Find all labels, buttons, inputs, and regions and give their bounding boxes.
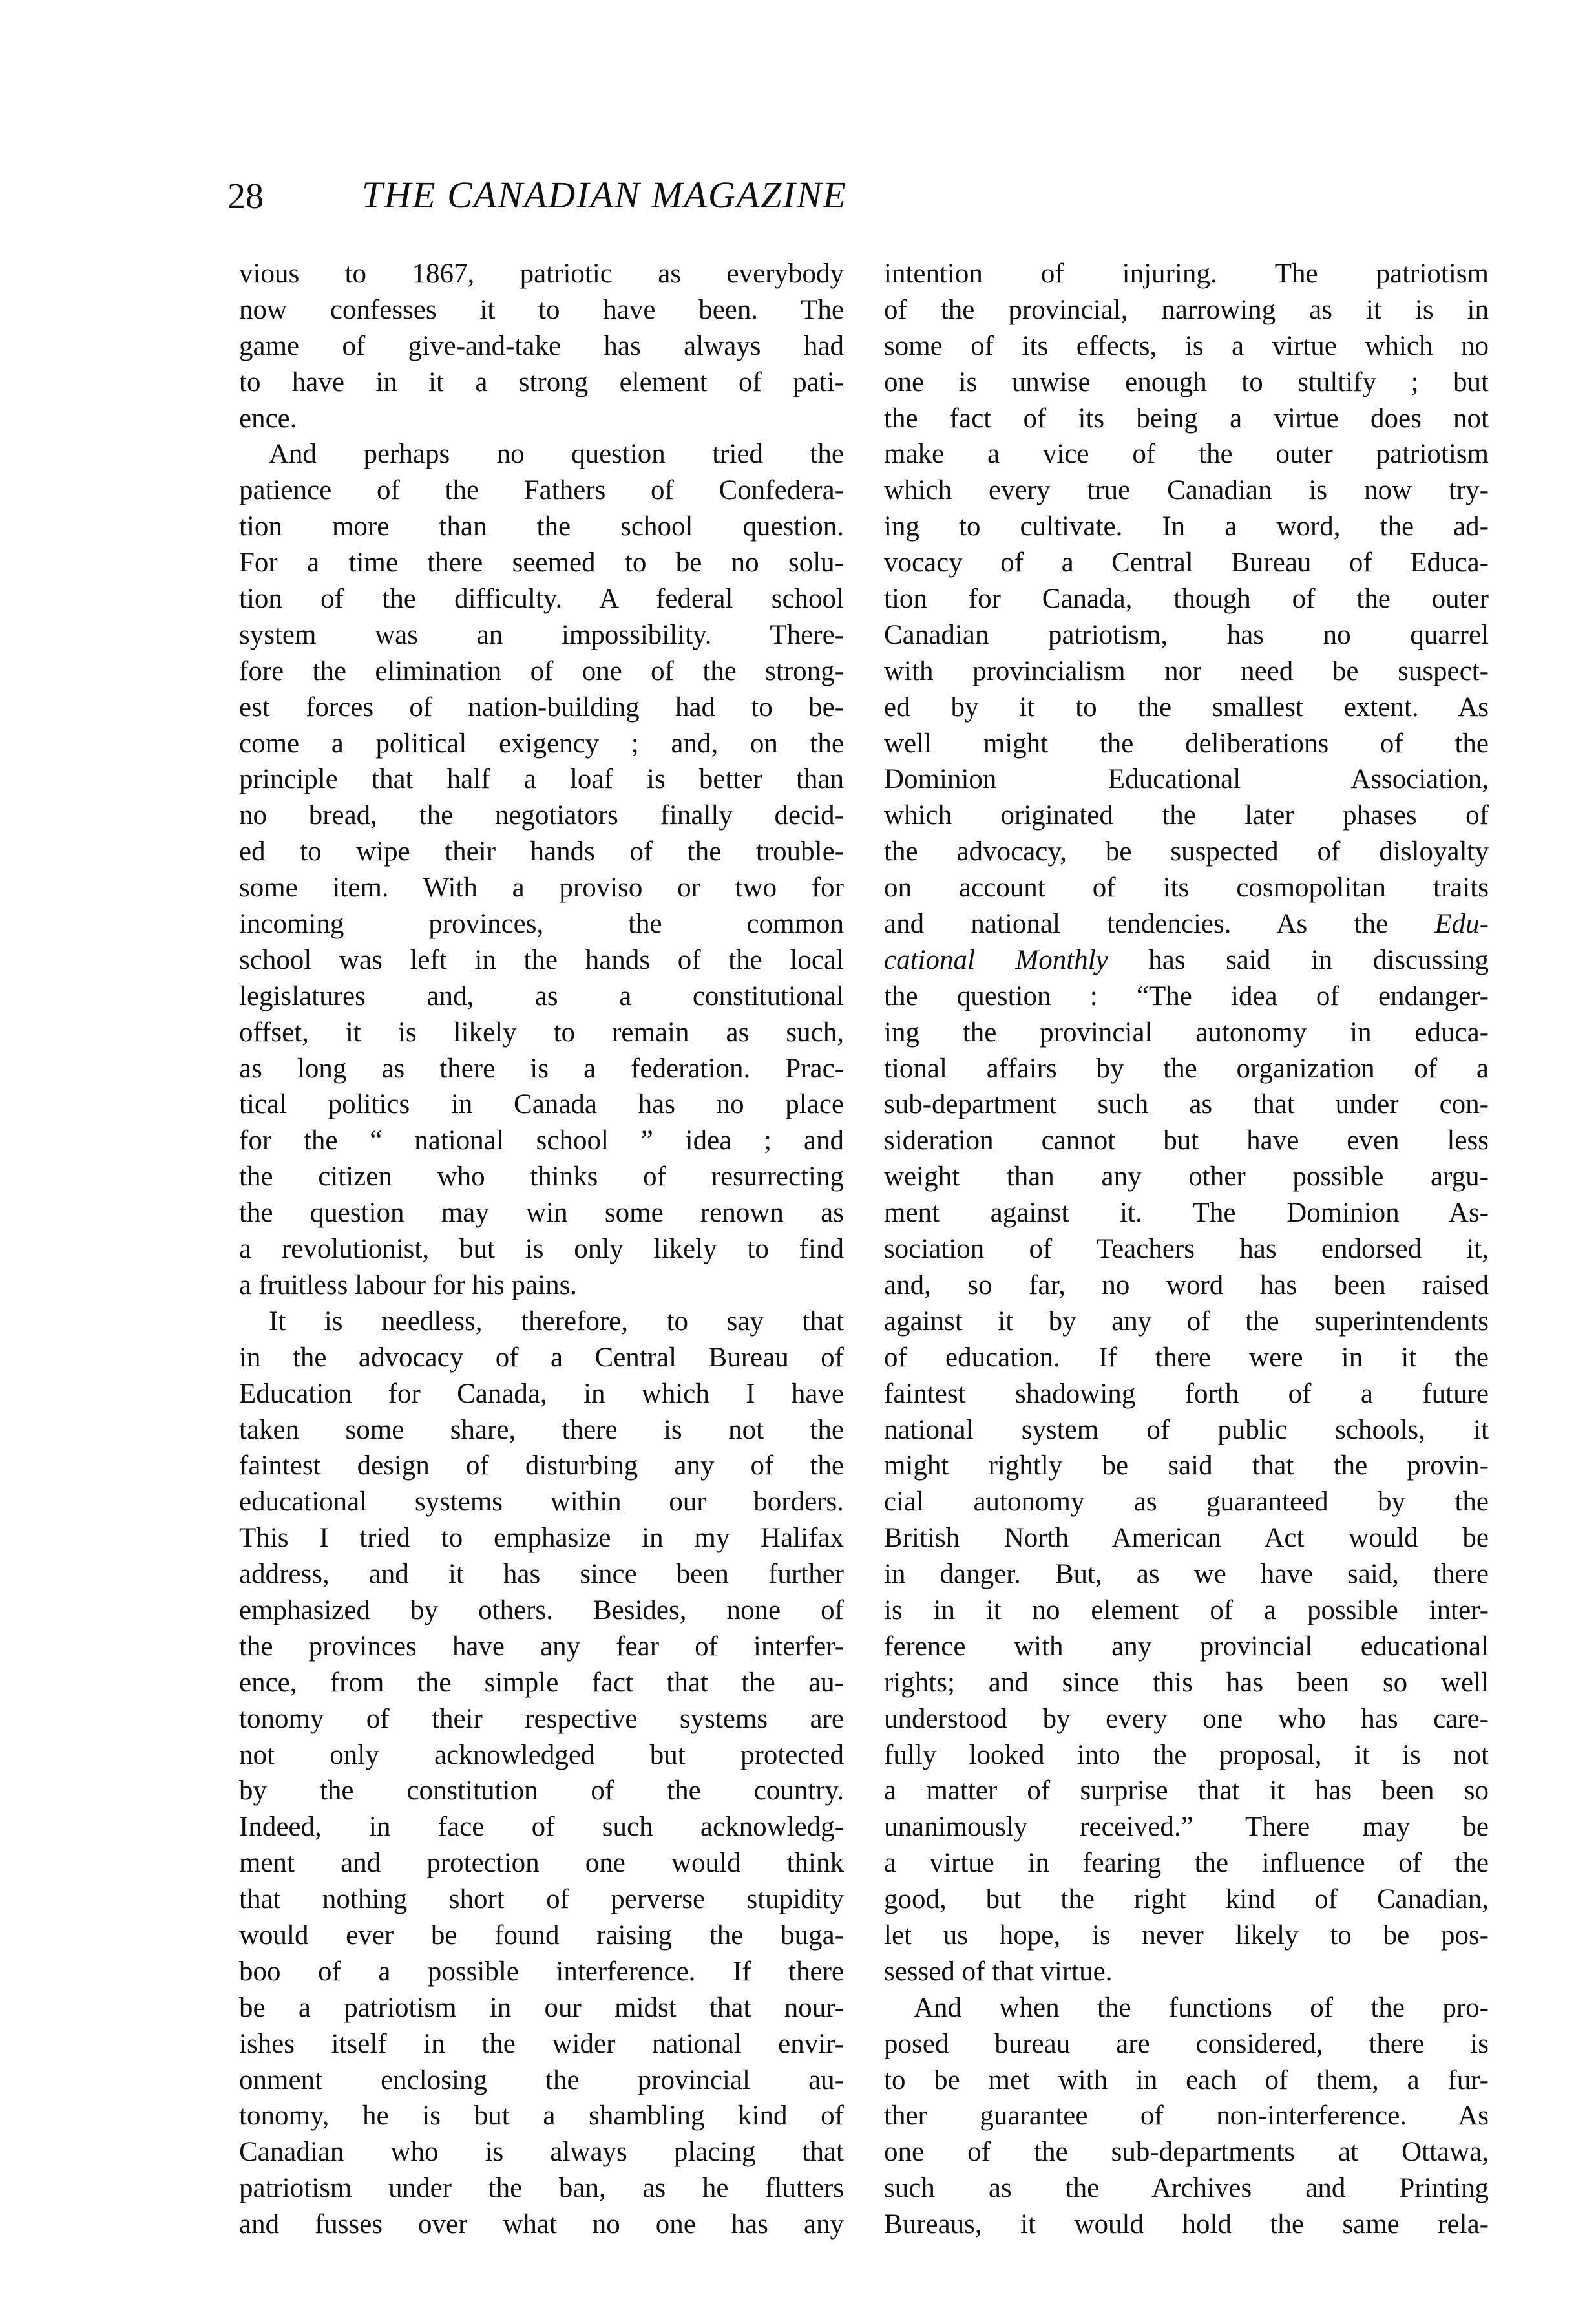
line-text: that nothing short of perverse stupidity xyxy=(239,1884,844,1915)
text-line xyxy=(884,1376,1489,1412)
line-text: ishes itself in the wider national envir- xyxy=(239,2028,844,2059)
line-text: emphasized by others. Besides, none of xyxy=(239,1594,844,1625)
text-line xyxy=(239,292,844,328)
line-text: be a patriotism in our midst that nour- xyxy=(239,1992,844,2023)
line-text: has said in discussing xyxy=(1108,944,1489,975)
text-line xyxy=(884,2062,1489,2099)
text-line xyxy=(884,1051,1489,1087)
line-text: to have in it a strong element of pati- xyxy=(239,366,844,397)
line-text: Dominion Educational Association, xyxy=(884,764,1489,795)
line-text: tion of the difficulty. A federal school xyxy=(239,584,844,615)
line-text: by the constitution of the country. xyxy=(239,1775,844,1806)
text-line xyxy=(884,726,1489,762)
line-text: weight than any other possible argu- xyxy=(884,1161,1489,1192)
line-text: understood by every one who has care- xyxy=(884,1703,1489,1734)
running-title: THE CANADIAN MAGAZINE xyxy=(362,174,847,216)
text-line xyxy=(884,1484,1489,1520)
line-text: a matter of surprise that it has been so xyxy=(884,1775,1489,1806)
line-text: system was an impossibility. There- xyxy=(239,619,844,650)
text-line xyxy=(239,328,844,365)
line-text: patience of the Fathers of Confedera- xyxy=(239,475,844,506)
text-line xyxy=(239,1665,844,1701)
text-line xyxy=(239,1954,844,1990)
line-text: national system of public schools, it xyxy=(884,1414,1489,1445)
text-line xyxy=(884,1304,1489,1340)
line-text: well might the deliberations of the xyxy=(884,728,1489,759)
text-line xyxy=(884,1195,1489,1231)
line-text: For a time there seemed to be no solu- xyxy=(239,547,844,578)
line-text: of education. If there were in it the xyxy=(884,1342,1489,1373)
line-text: ence. xyxy=(239,403,297,434)
line-text: of the provincial, narrowing as it is in xyxy=(884,294,1489,325)
text-line xyxy=(884,545,1489,581)
line-text: ing to cultivate. In a word, the ad- xyxy=(884,511,1489,542)
line-text: and fusses over what no one has any xyxy=(239,2209,844,2240)
line-text: on account of its cosmopolitan traits xyxy=(884,873,1489,904)
text-line xyxy=(239,2098,844,2134)
text-line xyxy=(884,1629,1489,1665)
text-line xyxy=(884,2098,1489,2134)
text-line xyxy=(239,870,844,906)
line-text: And perhaps no question tried the xyxy=(269,439,844,470)
line-text: fully looked into the proposal, it is not xyxy=(884,1739,1489,1770)
line-text: and national tendencies. As the xyxy=(884,909,1435,940)
line-text: some item. With a proviso or two for xyxy=(239,873,844,904)
text-line xyxy=(239,1015,844,1051)
text-line xyxy=(239,979,844,1015)
text-column-right xyxy=(884,256,1489,2243)
line-text: the advocacy, be suspected of disloyalty xyxy=(884,836,1489,867)
line-text: fore the elimination of one of the strong- xyxy=(239,655,844,686)
line-text: vocacy of a Central Bureau of Educa- xyxy=(884,547,1489,578)
line-text: ment and protection one would think xyxy=(239,1848,844,1879)
text-line xyxy=(884,1665,1489,1701)
text-line xyxy=(239,1737,844,1774)
text-line xyxy=(884,653,1489,690)
text-line xyxy=(239,1845,844,1881)
line-text: British North American Act would be xyxy=(884,1523,1489,1554)
line-text: the citizen who thinks of resurrecting xyxy=(239,1161,844,1192)
line-text: with provincialism nor need be suspect- xyxy=(884,655,1489,686)
line-text: and, so far, no word has been raised xyxy=(884,1269,1489,1300)
text-line xyxy=(239,436,844,472)
text-line xyxy=(239,1448,844,1484)
line-text: patriotism under the ban, as he flutters xyxy=(239,2173,844,2204)
text-line xyxy=(884,1809,1489,1845)
line-text: Canadian who is always placing that xyxy=(239,2137,844,2168)
line-text: might rightly be said that the provin- xyxy=(884,1450,1489,1481)
text-line xyxy=(884,870,1489,906)
text-line xyxy=(884,2026,1489,2062)
text-line xyxy=(884,1918,1489,1954)
line-text: It is needless, therefore, to say that xyxy=(269,1306,844,1337)
italic-text: cational Monthly xyxy=(884,944,1108,975)
line-text: ference with any provincial educational xyxy=(884,1631,1489,1662)
line-text: is in it no element of a possible inter- xyxy=(884,1594,1489,1625)
text-line xyxy=(239,1593,844,1629)
text-line xyxy=(239,1520,844,1556)
line-text: incoming provinces, the common xyxy=(239,909,844,940)
line-text: against it by any of the superintendents xyxy=(884,1306,1489,1337)
line-text: tonomy of their respective systems are xyxy=(239,1703,844,1734)
line-text: legislatures and, as a constitutional xyxy=(239,980,844,1011)
line-text: sociation of Teachers has endorsed it, xyxy=(884,1234,1489,1265)
text-line xyxy=(884,1556,1489,1593)
line-text: a virtue in fearing the influence of the xyxy=(884,1848,1489,1879)
text-line xyxy=(239,1773,844,1809)
line-text: offset, it is likely to remain as such, xyxy=(239,1017,844,1048)
text-line xyxy=(884,1737,1489,1774)
text-line xyxy=(239,726,844,762)
line-text: would ever be found raising the buga- xyxy=(239,1920,844,1951)
text-line xyxy=(884,1845,1489,1881)
text-line xyxy=(239,1159,844,1195)
text-line xyxy=(884,365,1489,401)
text-line xyxy=(239,2207,844,2243)
text-line xyxy=(239,1267,844,1304)
line-text: the question may win some renown as xyxy=(239,1198,844,1229)
line-text: educational systems within our borders. xyxy=(239,1487,844,1518)
text-line xyxy=(239,1918,844,1954)
line-text: faintest shadowing forth of a future xyxy=(884,1378,1489,1409)
text-line xyxy=(239,1629,844,1665)
text-line xyxy=(239,1086,844,1123)
text-line xyxy=(884,1086,1489,1123)
text-line xyxy=(239,1304,844,1340)
text-line xyxy=(239,1484,844,1520)
line-text: ment against it. The Dominion As- xyxy=(884,1198,1489,1229)
line-text: onment enclosing the provincial au- xyxy=(239,2064,844,2095)
line-text: not only acknowledged but protected xyxy=(239,1739,844,1770)
text-line xyxy=(884,2170,1489,2207)
line-text: Education for Canada, in which I have xyxy=(239,1378,844,1409)
text-line xyxy=(239,1195,844,1231)
text-line xyxy=(239,1412,844,1448)
text-line xyxy=(884,1990,1489,2026)
text-line xyxy=(239,2170,844,2207)
text-line xyxy=(884,1701,1489,1737)
line-text: which every true Canadian is now try- xyxy=(884,475,1489,506)
text-line xyxy=(239,617,844,653)
line-text: sideration cannot but have even less xyxy=(884,1125,1489,1156)
text-line xyxy=(884,256,1489,292)
line-text: in the advocacy of a Central Bureau of xyxy=(239,1342,844,1373)
text-line xyxy=(239,401,844,437)
line-text: tional affairs by the organization of a xyxy=(884,1053,1489,1084)
text-line xyxy=(884,472,1489,509)
line-text: such as the Archives and Printing xyxy=(884,2173,1489,2204)
line-text: est forces of nation-building had to be- xyxy=(239,692,844,723)
line-text: ing the provincial autonomy in educa- xyxy=(884,1017,1489,1048)
line-text: the provinces have any fear of interfer- xyxy=(239,1631,844,1662)
line-text: make a vice of the outer patriotism xyxy=(884,439,1489,470)
text-line xyxy=(239,690,844,726)
text-line xyxy=(884,328,1489,365)
line-text: ence, from the simple fact that the au- xyxy=(239,1667,844,1698)
text-line xyxy=(884,1520,1489,1556)
line-text: to be met with in each of them, a fur- xyxy=(884,2064,1489,2095)
line-text: sessed of that virtue. xyxy=(884,1956,1113,1987)
text-line xyxy=(884,834,1489,870)
text-line xyxy=(884,436,1489,472)
line-text: school was left in the hands of the local xyxy=(239,944,844,975)
line-text: intention of injuring. The patriotism xyxy=(884,259,1489,289)
text-line xyxy=(239,761,844,798)
text-line xyxy=(239,545,844,581)
text-line xyxy=(239,1231,844,1267)
line-text: sub-department such as that under con- xyxy=(884,1089,1489,1120)
text-line xyxy=(239,2026,844,2062)
text-line xyxy=(884,1593,1489,1629)
text-line xyxy=(239,653,844,690)
text-line xyxy=(884,906,1489,942)
page-number: 28 xyxy=(227,176,264,217)
text-line xyxy=(239,2062,844,2099)
line-text: And when the functions of the pro- xyxy=(914,1992,1489,2023)
text-line xyxy=(239,1123,844,1159)
text-line xyxy=(884,761,1489,798)
text-line xyxy=(884,942,1489,979)
line-text: vious to 1867, patriotic as everybody xyxy=(239,259,844,289)
line-text: posed bureau are considered, there is xyxy=(884,2028,1489,2059)
line-text: Canadian patriotism, has no quarrel xyxy=(884,619,1489,650)
text-line xyxy=(884,581,1489,617)
text-line xyxy=(239,942,844,979)
text-line xyxy=(884,798,1489,834)
text-line xyxy=(239,1340,844,1376)
line-text: no bread, the negotiators finally decid- xyxy=(239,800,844,831)
text-line xyxy=(239,834,844,870)
text-line xyxy=(239,1051,844,1087)
text-line xyxy=(884,979,1489,1015)
line-text: tion more than the school question. xyxy=(239,511,844,542)
line-text: in danger. But, as we have said, there xyxy=(884,1559,1489,1590)
line-text: tical politics in Canada has no place xyxy=(239,1089,844,1120)
line-text: ther guarantee of non-interference. As xyxy=(884,2101,1489,2132)
line-text: come a political exigency ; and, on the xyxy=(239,728,844,759)
line-text: unanimously received.” There may be xyxy=(884,1812,1489,1843)
line-text: This I tried to emphasize in my Halifax xyxy=(239,1523,844,1554)
text-line xyxy=(239,256,844,292)
line-text: ed to wipe their hands of the trouble- xyxy=(239,836,844,867)
text-line xyxy=(239,798,844,834)
text-line xyxy=(884,2134,1489,2170)
line-text: which originated the later phases of xyxy=(884,800,1489,831)
line-text: the question : “The idea of endanger- xyxy=(884,980,1489,1011)
text-line xyxy=(884,1267,1489,1304)
line-text: address, and it has since been further xyxy=(239,1559,844,1590)
text-line xyxy=(884,1448,1489,1484)
line-text: the fact of its being a virtue does not xyxy=(884,403,1489,434)
text-line xyxy=(239,365,844,401)
line-text: one is unwise enough to stultify ; but xyxy=(884,366,1489,397)
text-line xyxy=(884,617,1489,653)
text-line xyxy=(239,1881,844,1918)
text-line xyxy=(884,1231,1489,1267)
line-text: for the “ national school ” idea ; and xyxy=(239,1125,844,1156)
text-column-left xyxy=(239,256,844,2243)
line-text: good, but the right kind of Canadian, xyxy=(884,1884,1489,1915)
text-line xyxy=(239,509,844,545)
text-line xyxy=(884,1412,1489,1448)
text-line xyxy=(884,1881,1489,1918)
line-text: rights; and since this has been so well xyxy=(884,1667,1489,1698)
line-text: faintest design of disturbing any of the xyxy=(239,1450,844,1481)
line-text: Indeed, in face of such acknowledg- xyxy=(239,1812,844,1843)
text-line xyxy=(239,1990,844,2026)
line-text: one of the sub-departments at Ottawa, xyxy=(884,2137,1489,2168)
line-text: as long as there is a federation. Prac- xyxy=(239,1053,844,1084)
text-line xyxy=(239,581,844,617)
text-line xyxy=(884,1773,1489,1809)
line-text: boo of a possible interference. If there xyxy=(239,1956,844,1987)
text-line xyxy=(884,1954,1489,1990)
italic-text: Edu- xyxy=(1434,909,1489,940)
line-text: a fruitless labour for his pains. xyxy=(239,1269,578,1300)
line-text: let us hope, is never likely to be pos- xyxy=(884,1920,1489,1951)
text-line xyxy=(884,292,1489,328)
line-text: principle that half a loaf is better than xyxy=(239,764,844,795)
line-text: cial autonomy as guaranteed by the xyxy=(884,1487,1489,1518)
text-line xyxy=(239,1556,844,1593)
line-text: a revolutionist, but is only likely to find xyxy=(239,1234,844,1265)
line-text: game of give-and-take has always had xyxy=(239,330,844,361)
text-line xyxy=(884,1159,1489,1195)
line-text: ed by it to the smallest extent. As xyxy=(884,692,1489,723)
text-line xyxy=(884,690,1489,726)
text-line xyxy=(239,472,844,509)
text-line xyxy=(884,509,1489,545)
text-line xyxy=(239,1809,844,1845)
line-text: Bureaus, it would hold the same rela- xyxy=(884,2209,1489,2240)
text-line xyxy=(239,906,844,942)
text-line xyxy=(884,1340,1489,1376)
line-text: taken some share, there is not the xyxy=(239,1414,844,1445)
text-line xyxy=(884,2207,1489,2243)
text-line xyxy=(884,401,1489,437)
text-line xyxy=(239,2134,844,2170)
line-text: tonomy, he is but a shambling kind of xyxy=(239,2101,844,2132)
text-line xyxy=(239,1376,844,1412)
text-line xyxy=(884,1015,1489,1051)
line-text: now confesses it to have been. The xyxy=(239,294,844,325)
line-text: some of its effects, is a virtue which no xyxy=(884,330,1489,361)
text-line xyxy=(239,1701,844,1737)
text-line xyxy=(884,1123,1489,1159)
line-text: tion for Canada, though of the outer xyxy=(884,584,1489,615)
